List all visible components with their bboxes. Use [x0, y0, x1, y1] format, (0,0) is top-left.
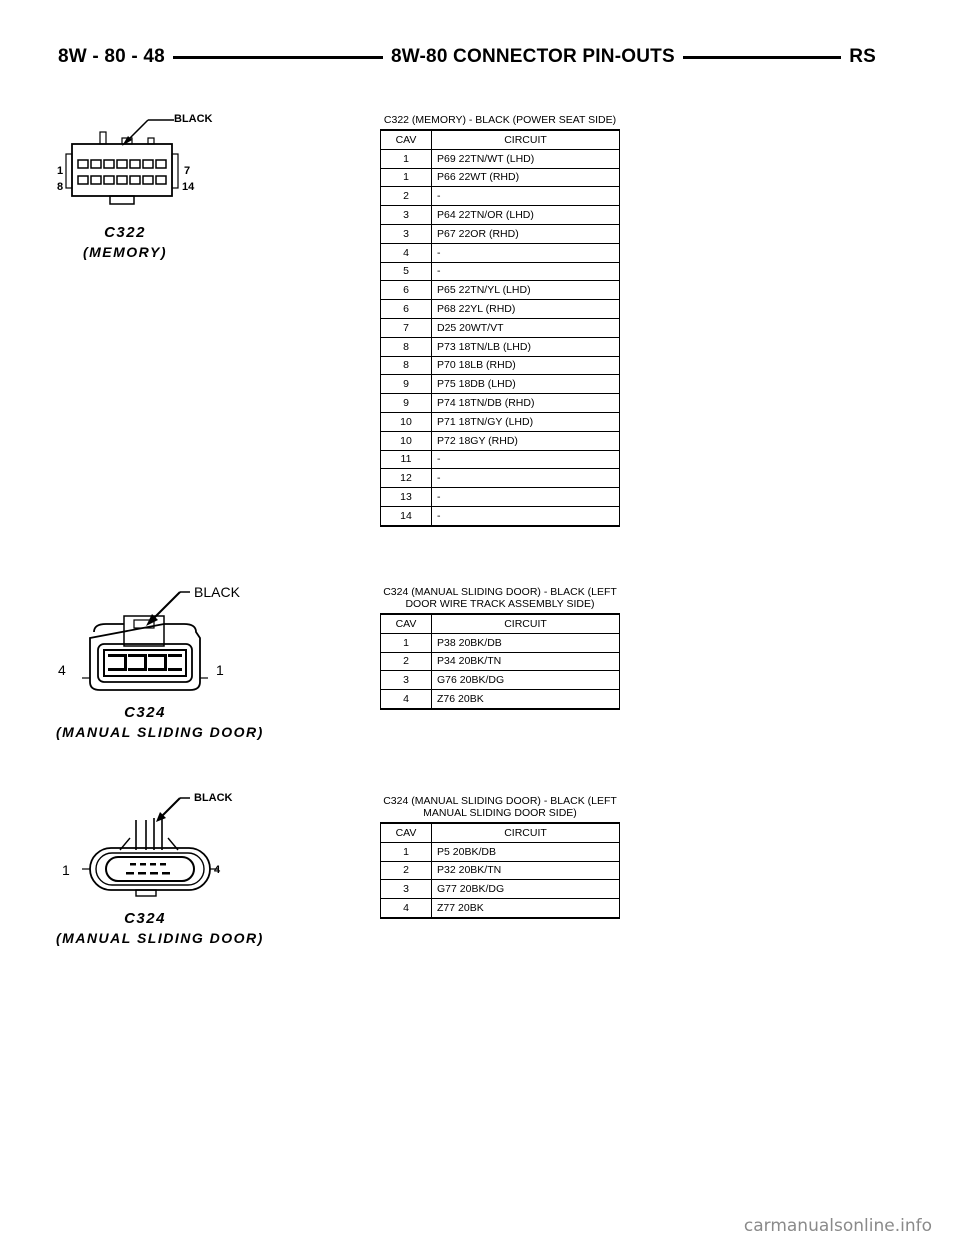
cell-circuit: P65 22TN/YL (LHD): [432, 281, 620, 300]
cell-cav: 6: [381, 300, 432, 319]
cell-cav: 7: [381, 318, 432, 337]
cell-cav: 1: [381, 633, 432, 652]
pinout-table: [380, 613, 620, 710]
cell-circuit: P67 22OR (RHD): [432, 224, 620, 243]
table-header-row: [381, 823, 620, 842]
table-row: [381, 243, 620, 262]
table-caption: C324 (MANUAL SLIDING DOOR) - BLACK (LEFT MANUAL SLIDING DOOR SIDE): [383, 795, 617, 819]
cell-circuit: P75 18DB (LHD): [432, 375, 620, 394]
pinout-table-c324-door: [380, 795, 620, 919]
column-header-circuit: CIRCUIT: [432, 614, 620, 633]
cell-cav: 9: [381, 394, 432, 413]
cell-cav: 5: [381, 262, 432, 281]
table-header-row: [381, 130, 620, 149]
cell-cav: 4: [381, 243, 432, 262]
cell-circuit: G77 20BK/DG: [432, 880, 620, 899]
pinout-table-c324-track: [380, 586, 620, 710]
table-body: [381, 633, 620, 709]
cell-cav: 14: [381, 506, 432, 525]
cell-circuit: P66 22WT (RHD): [432, 168, 620, 187]
vehicle-code: RS: [841, 46, 876, 68]
cell-cav: 8: [381, 356, 432, 375]
table-row: [381, 300, 620, 319]
cell-circuit: P74 18TN/DB (RHD): [432, 394, 620, 413]
table-row: [381, 633, 620, 652]
cell-circuit: P68 22YL (RHD): [432, 300, 620, 319]
c322-pin-label-14: 14: [182, 181, 195, 193]
table-row: [381, 356, 620, 375]
cell-circuit: Z76 20BK: [432, 690, 620, 709]
column-header-circuit: CIRCUIT: [432, 823, 620, 842]
connector-diagram-c324-track: [50, 582, 264, 747]
column-header-cav: CAV: [381, 614, 432, 633]
table-body: [381, 149, 620, 525]
cell-circuit: P73 18TN/LB (LHD): [432, 337, 620, 356]
cell-cav: 3: [381, 880, 432, 899]
cell-circuit: P72 18GY (RHD): [432, 431, 620, 450]
watermark: carmanualsonline.info: [743, 1216, 932, 1236]
c324-track-subtitle: (MANUAL SLIDING DOOR): [56, 724, 264, 740]
cell-cav: 1: [381, 842, 432, 861]
c322-connector-drawing: [50, 110, 240, 220]
cell-circuit: P32 20BK/TN: [432, 861, 620, 880]
table-header-row: [381, 614, 620, 633]
column-header-cav: CAV: [381, 130, 432, 149]
page-number: 8W - 80 - 48: [58, 46, 173, 68]
c322-color-label: BLACK: [174, 113, 213, 125]
section-title: 8W-80 CONNECTOR PIN-OUTS: [383, 46, 683, 68]
cell-cav: 6: [381, 281, 432, 300]
c322-pin-label-1: 1: [57, 165, 64, 177]
c322-pin-label-8: 8: [57, 181, 64, 193]
table-row: [381, 412, 620, 431]
table-row: [381, 690, 620, 709]
pinout-table: [380, 129, 620, 527]
cell-cav: 3: [381, 206, 432, 225]
cell-circuit: -: [432, 262, 620, 281]
c324-door-connector-drawing: [50, 790, 250, 905]
table-row: [381, 842, 620, 861]
cell-circuit: Z77 20BK: [432, 899, 620, 918]
cell-cav: 2: [381, 187, 432, 206]
cell-cav: 4: [381, 899, 432, 918]
table-row: [381, 149, 620, 168]
cell-circuit: -: [432, 450, 620, 469]
cell-cav: 9: [381, 375, 432, 394]
table-row: [381, 224, 620, 243]
connector-diagram-c322: [50, 110, 240, 270]
table-row: [381, 431, 620, 450]
table-row: [381, 262, 620, 281]
table-row: [381, 469, 620, 488]
cell-circuit: -: [432, 469, 620, 488]
cell-circuit: -: [432, 506, 620, 525]
table-row: [381, 206, 620, 225]
c324-track-color-label: BLACK: [194, 584, 240, 600]
cell-cav: 1: [381, 149, 432, 168]
c324-door-pin-label-1: 1: [62, 862, 70, 878]
cell-circuit: G76 20BK/DG: [432, 671, 620, 690]
cell-circuit: P38 20BK/DB: [432, 633, 620, 652]
cell-cav: 10: [381, 412, 432, 431]
page-header: [58, 44, 876, 74]
cell-cav: 12: [381, 469, 432, 488]
table-row: [381, 899, 620, 918]
table-row: [381, 652, 620, 671]
column-header-cav: CAV: [381, 823, 432, 842]
table-row: [381, 488, 620, 507]
table-row: [381, 394, 620, 413]
table-row: [381, 450, 620, 469]
table-row: [381, 861, 620, 880]
cell-circuit: D25 20WT/VT: [432, 318, 620, 337]
cell-cav: 8: [381, 337, 432, 356]
c324-track-pin-label-4: 4: [58, 662, 66, 678]
table-row: [381, 671, 620, 690]
c322-subtitle: (MEMORY): [82, 244, 168, 260]
cell-circuit: P71 18TN/GY (LHD): [432, 412, 620, 431]
c324-door-subtitle: (MANUAL SLIDING DOOR): [56, 930, 264, 946]
cell-circuit: P69 22TN/WT (LHD): [432, 149, 620, 168]
cell-cav: 13: [381, 488, 432, 507]
cell-circuit: -: [432, 488, 620, 507]
cell-circuit: P5 20BK/DB: [432, 842, 620, 861]
c322-title: C322: [104, 224, 146, 241]
column-header-circuit: CIRCUIT: [432, 130, 620, 149]
pinout-table: [380, 822, 620, 919]
cell-cav: 1: [381, 168, 432, 187]
cell-circuit: P34 20BK/TN: [432, 652, 620, 671]
table-row: [381, 506, 620, 525]
cell-cav: 4: [381, 690, 432, 709]
cell-cav: 3: [381, 224, 432, 243]
table-body: [381, 842, 620, 918]
cell-circuit: -: [432, 187, 620, 206]
c324-door-title: C324: [124, 910, 166, 927]
c324-door-pin-label-4: 4: [214, 864, 221, 876]
cell-cav: 2: [381, 652, 432, 671]
table-row: [381, 168, 620, 187]
c324-door-color-label: BLACK: [194, 792, 233, 804]
table-row: [381, 187, 620, 206]
table-row: [381, 281, 620, 300]
cell-circuit: -: [432, 243, 620, 262]
table-caption: C322 (MEMORY) - BLACK (POWER SEAT SIDE): [383, 114, 617, 126]
cell-circuit: P64 22TN/OR (LHD): [432, 206, 620, 225]
connector-diagram-c324-door: [50, 790, 264, 950]
cell-cav: 10: [381, 431, 432, 450]
c324-track-pin-label-1: 1: [216, 662, 224, 678]
c322-pin-label-7: 7: [184, 165, 191, 177]
c324-track-connector-drawing: [50, 582, 250, 702]
table-row: [381, 318, 620, 337]
cell-circuit: P70 18LB (RHD): [432, 356, 620, 375]
pinout-table-c322: [380, 114, 620, 527]
table-row: [381, 880, 620, 899]
c324-track-title: C324: [124, 704, 166, 721]
table-row: [381, 375, 620, 394]
cell-cav: 11: [381, 450, 432, 469]
table-caption: C324 (MANUAL SLIDING DOOR) - BLACK (LEFT DOOR WIRE TRACK ASSEMBLY SIDE): [383, 586, 617, 610]
table-row: [381, 337, 620, 356]
cell-cav: 3: [381, 671, 432, 690]
cell-cav: 2: [381, 861, 432, 880]
